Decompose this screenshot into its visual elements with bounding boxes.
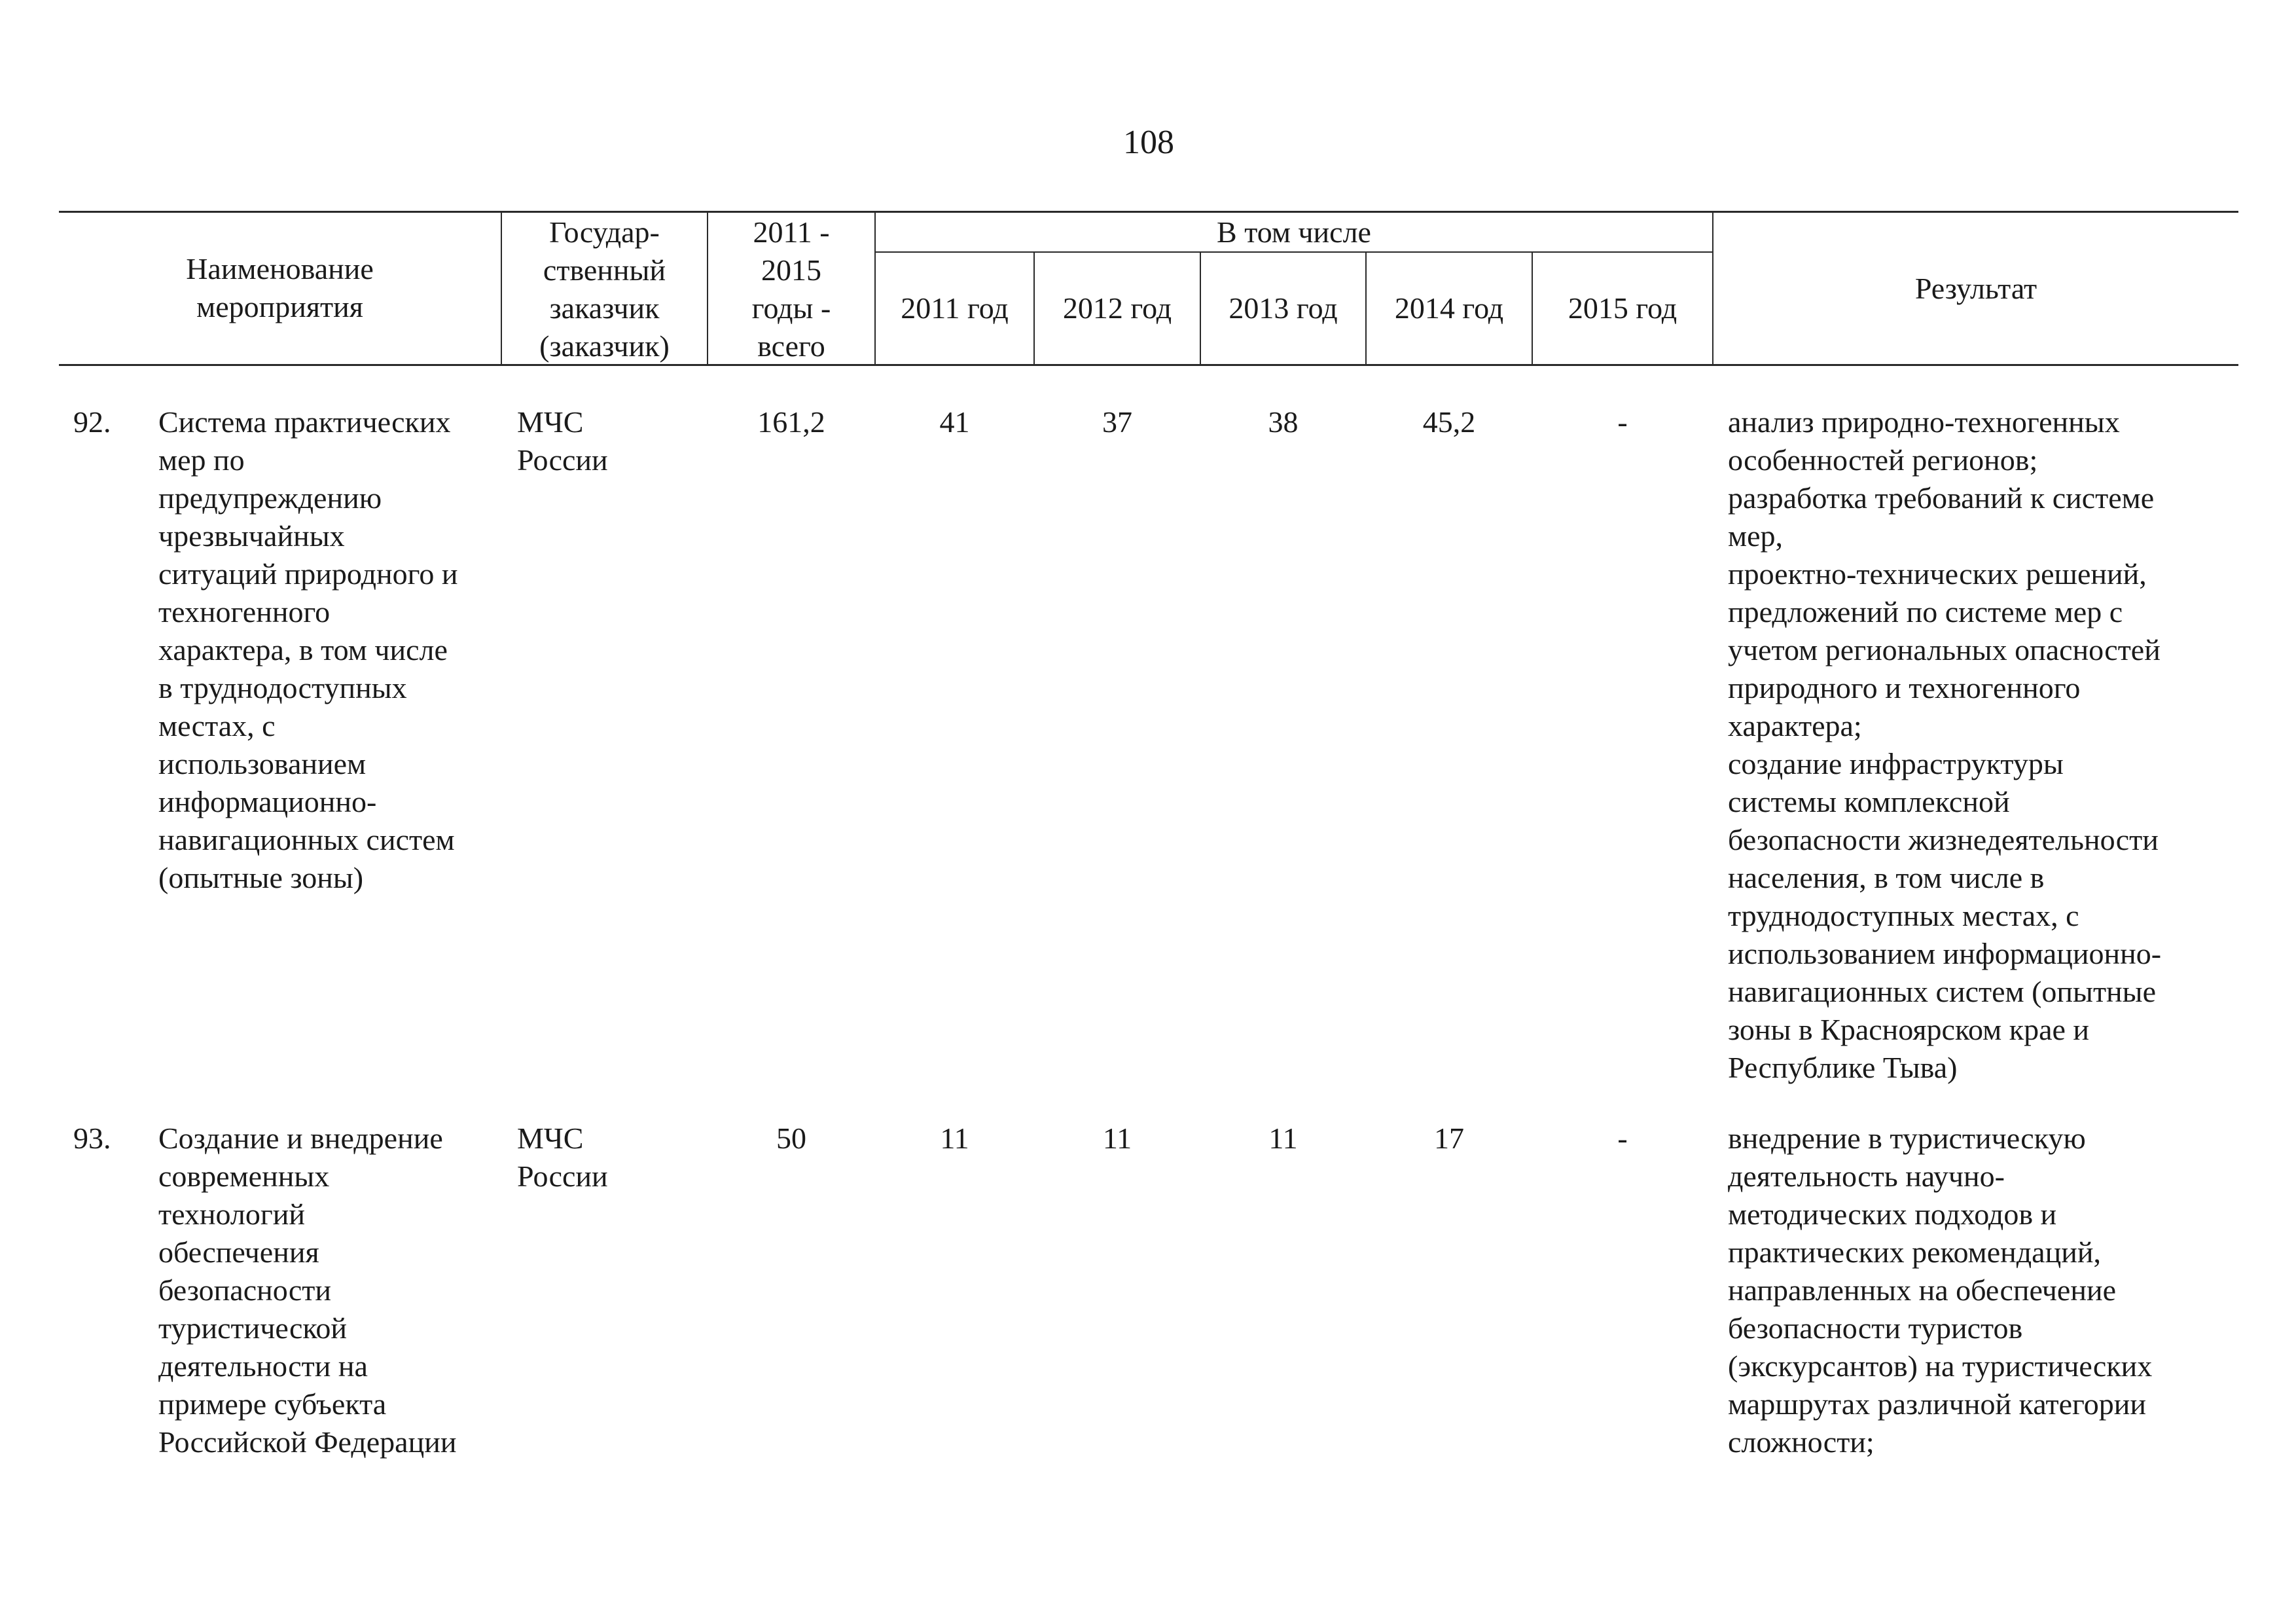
table-top-rule bbox=[59, 211, 2238, 213]
row-number: 92. bbox=[73, 405, 111, 439]
row-total: 50 bbox=[776, 1122, 806, 1155]
row-customer: МЧС России bbox=[517, 1122, 608, 1193]
row-name: Создание и внедрение современных технологий обеспечения безопасности туристической деятельности на примере субъекта Российской Федерации bbox=[158, 1122, 457, 1459]
row-result: анализ природно-техногенных особенностей регионов; разработка требований к системе мер, проектно-технических решений, предложений по системе мер с учетом региональных опасностей природного и техногенного характера; создание инфраструктуры системы комплексной безопасности жизнедеятельности населения, в том числе в труднодоступных местах, с использованием информационно- навигационных систем (опытные зоны в Красноярском крае и Республике Тыва) bbox=[1728, 405, 2162, 1084]
row-2012: 11 bbox=[1102, 1122, 1132, 1155]
row-customer: МЧС России bbox=[517, 405, 608, 477]
header-year-2013: 2013 год bbox=[1229, 291, 1338, 325]
row-2013: 38 bbox=[1268, 405, 1299, 439]
header-name: Наименование мероприятия bbox=[186, 252, 374, 323]
row-total: 161,2 bbox=[757, 405, 825, 439]
row-name: Система практических мер по предупреждению чрезвычайных ситуаций природного и техногенного характера, в том числе в труднодоступных местах, с использованием информационно- навигационных систем (опытные зоны) bbox=[158, 405, 458, 894]
row-2012: 37 bbox=[1102, 405, 1132, 439]
header-bottom-rule bbox=[59, 364, 2238, 366]
header-customer: Государ- ственный заказчик (заказчик) bbox=[539, 215, 670, 363]
row-2011: 11 bbox=[940, 1122, 969, 1155]
row-2015: - bbox=[1617, 1122, 1628, 1155]
header-total: 2011 - 2015 годы - всего bbox=[751, 215, 831, 363]
row-result: внедрение в туристическую деятельность научно- методических подходов и практических рекомендаций, направленных на обеспечение безопасности туристов (экскурсантов) на туристических маршрутах различной категории сложности; bbox=[1728, 1122, 2153, 1459]
header-including: В том числе bbox=[1217, 215, 1371, 249]
header-year-2011: 2011 год bbox=[901, 291, 1009, 325]
row-2015: - bbox=[1617, 405, 1628, 439]
header-year-2015: 2015 год bbox=[1568, 291, 1677, 325]
header-year-2012: 2012 год bbox=[1062, 291, 1172, 325]
row-2011: 41 bbox=[939, 405, 970, 439]
header-year-2014: 2014 год bbox=[1394, 291, 1504, 325]
page-number: 108 bbox=[1123, 124, 1174, 161]
subheader-rule bbox=[874, 251, 1712, 253]
row-2014: 45,2 bbox=[1422, 405, 1476, 439]
row-number: 93. bbox=[73, 1122, 111, 1155]
header-result: Результат bbox=[1914, 272, 2037, 305]
row-2013: 11 bbox=[1268, 1122, 1298, 1155]
row-2014: 17 bbox=[1434, 1122, 1464, 1155]
